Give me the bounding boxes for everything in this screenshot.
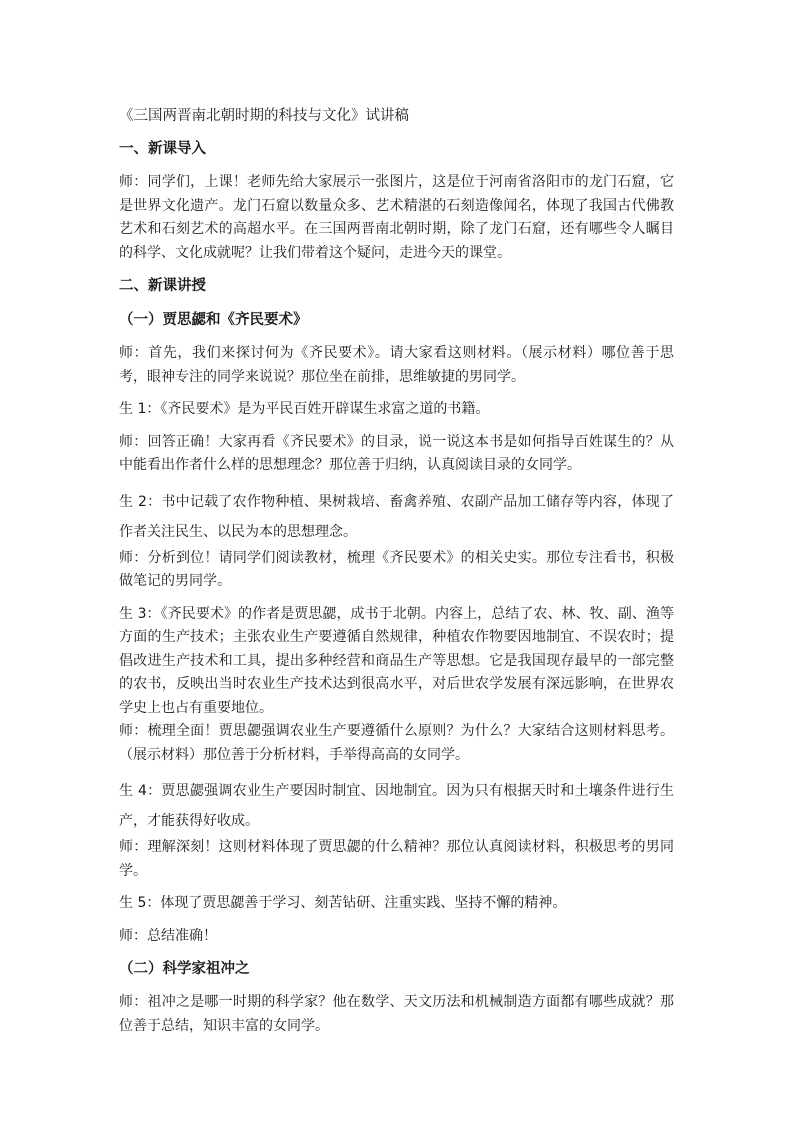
paragraph: 生 4：贾思勰强调农业生产要因时制宜、因地制宜。因为只有根据天时和土壤条件进行生产，才能获得好收成。 — [119, 783, 674, 829]
paragraph: 生 5：体现了贾思勰善于学习、刻苦钻研、注重实践、坚持不懈的精神。 — [119, 895, 567, 911]
paragraph: 生 2：书中记载了农作物种植、果树栽培、畜禽养殖、农副产品加工储存等内容，体现了作者关注民生、以民为本的思想理念。 — [119, 493, 674, 540]
paragraph: 师：梳理全面！贾思勰强调农业生产要遵循什么原则？为什么？大家结合这则材料思考。（展示材料）那位善于分析材料，手举得高高的女同学。 — [119, 723, 674, 763]
paragraph: 生 3：《齐民要术》的作者是贾思勰，成书于北朝。内容上，总结了农、林、牧、副、渔等方面的生产技术；主张农业生产要遵循自然规律，种植农作物要因地制宜、不误农时；提倡改进生产技术和工具，提出多种经营和商品生产等思想。它是我国现存最早的一部完整的农书，反映出当时农业生产技术达到很高水平，对后世农学发展有深远影响，在世界农学史上也占有重要地位。 — [119, 605, 674, 716]
section-heading-intro: 一、新课导入 — [119, 141, 206, 157]
paragraph: 师：首先，我们来探讨何为《齐民要术》。请大家看这则材料。（展示材料）哪位善于思考，眼神专注的同学来说说？那位坐在前排，思维敏捷的男同学。 — [119, 345, 674, 385]
section-heading-lecture: 二、新课讲授 — [119, 278, 206, 294]
paragraph: 师：回答正确！大家再看《齐民要术》的目录，说一说这本书是如何指导百姓谋生的？从中能看出作者什么样的思想理念？那位善于归纳，认真阅读目录的女同学。 — [119, 433, 674, 473]
subsection-heading-jia-sixie: （一）贾思勰和《齐民要术》 — [119, 312, 308, 328]
intro-paragraph: 师：同学们，上课！老师先给大家展示一张图片，这是位于河南省洛阳市的龙门石窟，它是世界文化遗产。龙门石窟以数量众多、艺术精湛的石刻造像闻名，体现了我国古代佛教艺术和石刻艺术的高超水平。在三国两晋南北朝时期，除了龙门石窟，还有哪些令人瞩目的科学、文化成就呢？让我们带着这个疑问，走进今天的课堂。 — [119, 174, 674, 261]
subsection-heading-zu-chongzhi: （二）科学家祖冲之 — [119, 961, 250, 977]
document-page — [119, 104, 674, 1047]
paragraph: 生 1：《齐民要术》是为平民百姓开辟谋生求富之道的书籍。 — [119, 401, 490, 417]
paragraph: 师：理解深刻！这则材料体现了贾思勰的什么精神？那位认真阅读材料，积极思考的男同学。 — [119, 839, 674, 879]
paragraph: 师：分析到位！请同学们阅读教材，梳理《齐民要术》的相关史实。那位专注看书，积极做笔记的男同学。 — [119, 549, 674, 589]
paragraph: 师：祖冲之是哪一时期的科学家？他在数学、天文历法和机械制造方面都有哪些成就？那位善于总结，知识丰富的女同学。 — [119, 994, 674, 1034]
paragraph: 师：总结准确！ — [119, 927, 217, 944]
document-title: 《三国两晋南北朝时期的科技与文化》试讲稿 — [119, 108, 409, 124]
